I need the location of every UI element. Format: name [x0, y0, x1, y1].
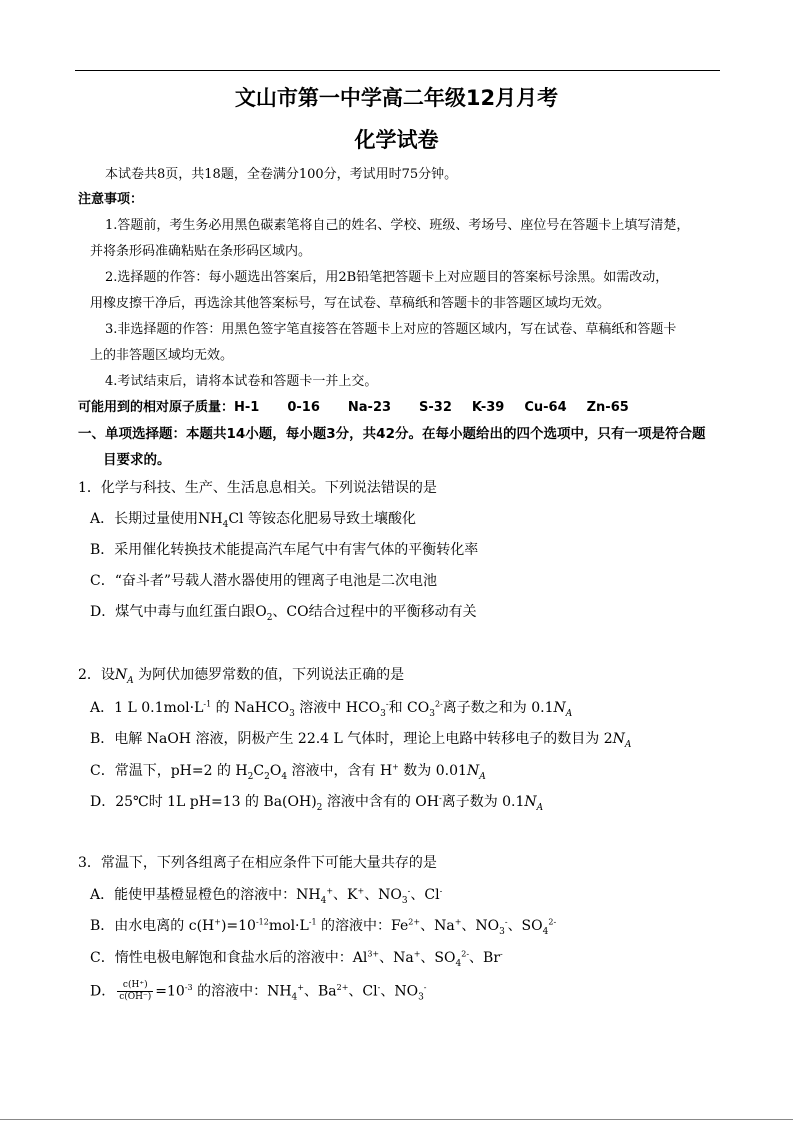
ratio-fraction: $\frac{c(H^+)}{c(OH^-)}$ — [119, 980, 152, 1002]
q3-option-a: A．能使甲基橙显橙色的溶液中：$NH_4^+$、K+、$NO_3^-$、Cl- — [90, 886, 443, 906]
question-2-stem: 2．设$N_A$ 为阿伏加德罗常数的值，下列说法正确的是 — [78, 667, 405, 686]
notice-line: 上的非答题区域均无效。 — [90, 348, 234, 363]
q1-option-c: C．“奋斗者”号载人潜水器使用的锂离子电池是二次电池 — [90, 573, 438, 589]
q1-option-b: B．采用催化转换技术能提高汽车尾气中有害气体的平衡转化率 — [90, 542, 479, 558]
atomic-masses-label: 可能用到的相对原子质量： — [78, 400, 235, 415]
footer-rule — [0, 1119, 793, 1120]
q1-option-d: D．煤气中毒与血红蛋白跟$O_2$、CO结合过程中的平衡移动有关 — [90, 604, 477, 623]
notice-line: 2.选择题的作答：每小题选出答案后，用2B铅笔把答题卡上对应题目的答案标号涂黑。如需改动， — [105, 270, 669, 285]
q2-option-b: B．电解 NaOH 溶液，阴极产生 22.4 L 气体时，理论上电路中转移电子的数目为 $2N_A$ — [90, 731, 632, 750]
q2-option-a: A．1 L $0.1mol\cdot L^{-1}$ 的 NaHCO$_3$ 溶液中 $HCO_3^-$和 $CO_3^{2-}$离子数之和为 $0.1N_A$ — [90, 699, 573, 719]
atomic-masses — [78, 396, 629, 415]
notice-line: 并将条形码准确粘贴在条形码区域内。 — [90, 244, 312, 259]
atomic-mass: Cu-64 — [524, 400, 567, 415]
question-1-stem: 1．化学与科技、生产、生活息息相关。下列说法错误的是 — [78, 480, 437, 496]
atomic-mass: H-1 — [234, 400, 260, 415]
q1-option-a: A．长期过量使用$NH_4Cl$ 等铵态化肥易导致土壤酸化 — [90, 511, 416, 530]
exam-title: 文山市第一中学高二年级12月月考 — [234, 86, 559, 110]
notice-heading: 注意事项： — [78, 192, 144, 207]
header-rule — [75, 70, 720, 71]
section-heading: 一、单项选择题：本题共14小题，每小题3分，共42分。在每小题给出的四个选项中，只有一项是符合题 — [78, 426, 706, 442]
atomic-mass: S-32 — [419, 400, 452, 415]
atomic-mass: K-39 — [471, 400, 505, 415]
notice-line: 用橡皮擦干净后，再选涂其他答案标号，写在试卷、草稿纸和答题卡的非答题区域均无效。 — [90, 296, 611, 311]
notice-line: 3.非选择题的作答：用黑色签字笔直接答在答题卡上对应的答题区域内，写在试卷、草稿纸和答题卡 — [105, 322, 677, 337]
q3-option-c: C．惰性电极电解饱和食盐水后的溶液中：$Al^{3+}$、Na+、$SO_4^{2-}$、Br- — [90, 949, 503, 969]
q3-option-d: D． $\frac{c(H^+)}{c(OH^-)}$ $=10^{-3}$ 的溶液中：$NH_4^+$、$Ba^{2+}$、Cl-、$NO_3^-$ — [90, 980, 427, 1003]
atomic-mass: Na-23 — [347, 400, 392, 415]
section-heading-cont: 目要求的。 — [103, 452, 171, 468]
q2-option-c: C．常温下，pH=2 的 $H_2C_2O_4$ 溶液中，含有 H+ 数为 $0.01N_A$ — [90, 762, 486, 782]
atomic-mass: Zn-65 — [586, 400, 629, 415]
notice-line: 4.考试结束后，请将本试卷和答题卡一并上交。 — [105, 374, 378, 389]
intro-text: 本试卷共8页，共18题，全卷满分100分，考试用时75分钟。 — [105, 167, 458, 182]
q2-option-d: D．25℃时 1L pH=13 的 $Ba(OH)_2$ 溶液中含有的 OH-离子数为 $0.1N_A$ — [90, 793, 544, 813]
notice-line: 1.答题前，考生务必用黑色碳素笔将自己的姓名、学校、班级、考场号、座位号在答题卡上填写清楚， — [105, 218, 690, 233]
atomic-mass: 0-16 — [287, 400, 320, 415]
question-3-stem: 3．常温下，下列各组离子在相应条件下可能大量共存的是 — [78, 855, 437, 871]
q3-option-b: B．由水电离的 $c(H^+)=10^{-12}mol\cdot L^{-1}$ 的溶液中：$Fe^{2+}$、Na+、$NO_3^-$、$SO_4^{2-}$ — [90, 917, 557, 937]
exam-subtitle: 化学试卷 — [354, 128, 439, 152]
